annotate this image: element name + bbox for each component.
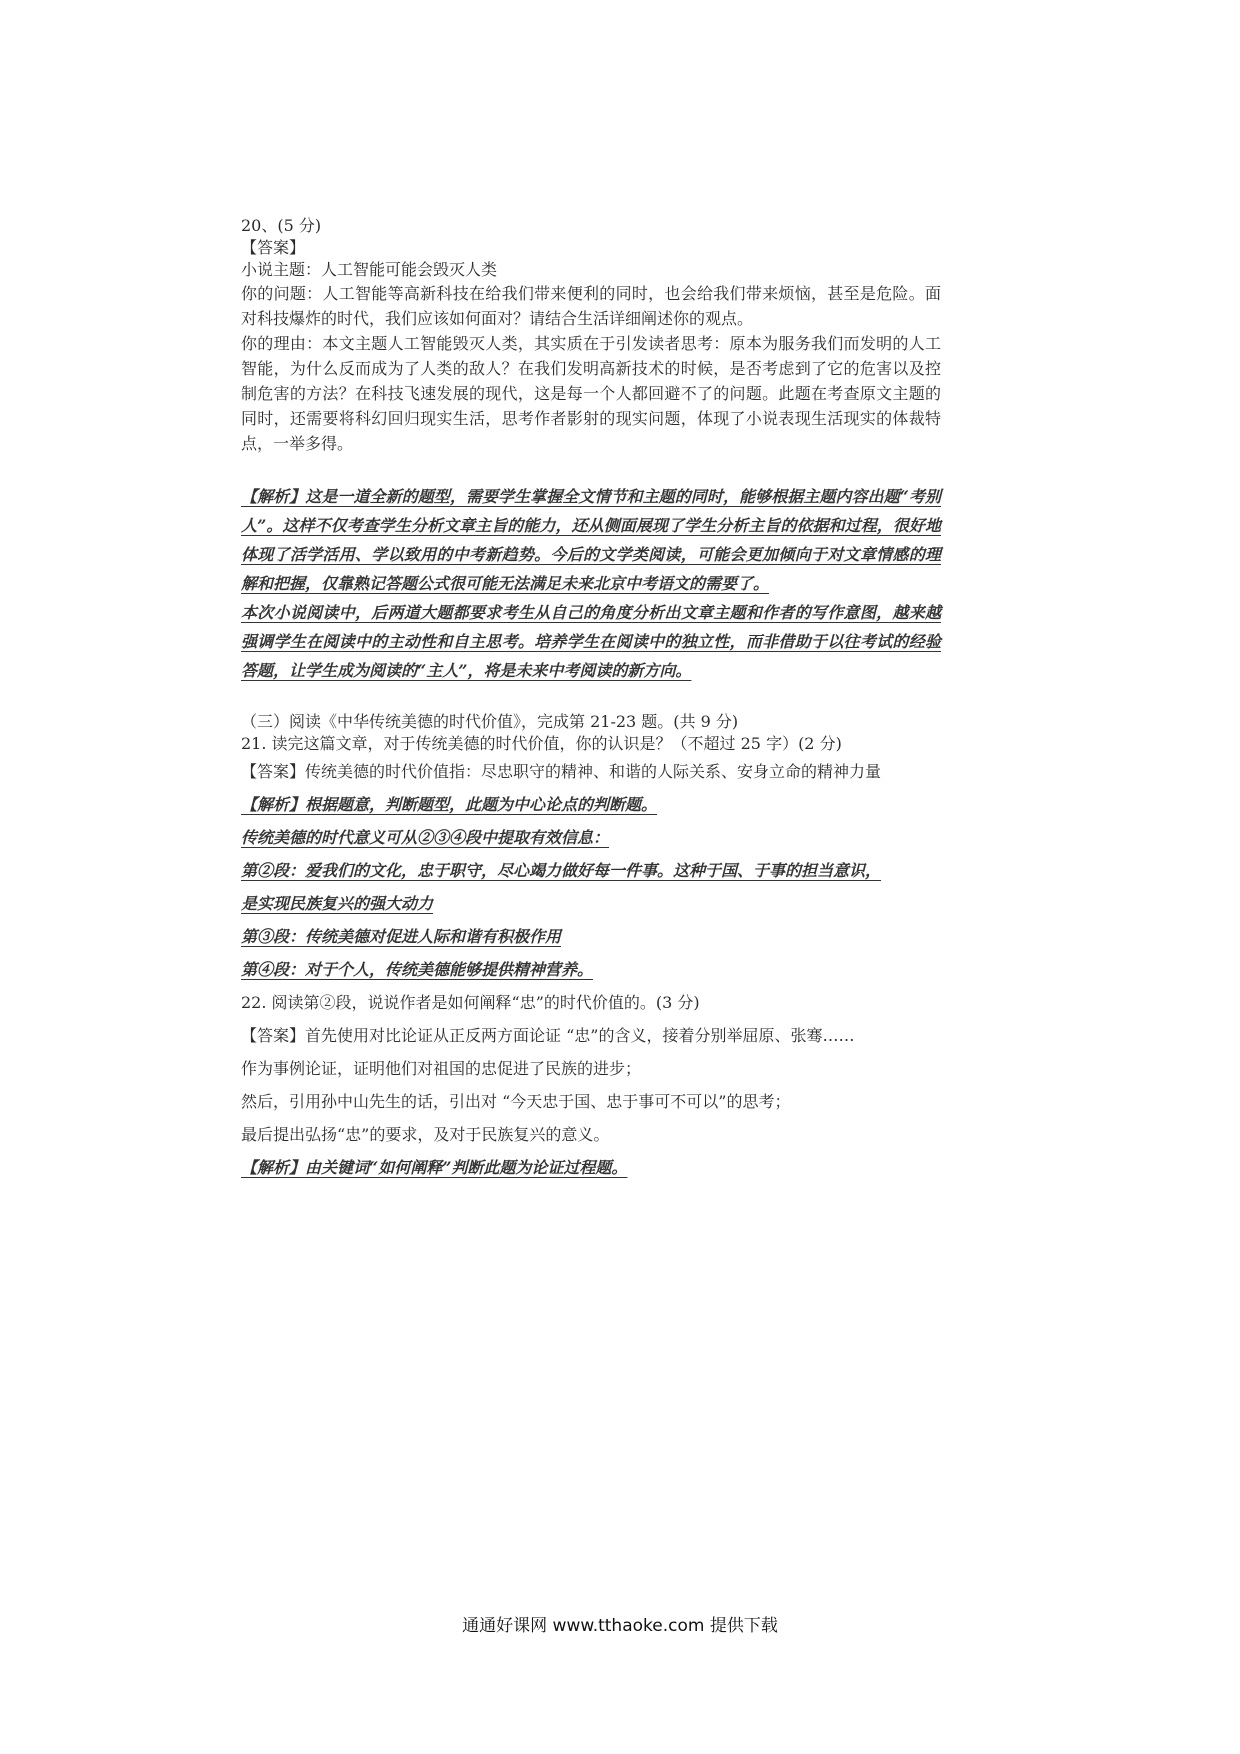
q22-answer-1 <box>241 1019 941 1052</box>
q20-reason: 你的理由：本文主题人工智能毁灭人类，其实质在于引发读者思考：原本为服务我们而发明的人工智能，为什么反而成为了人类的敌人？在我们发明高新技术的时候，是否考虑到了它的危害以及控制危害的方法？在科技飞速发展的现代，这是每一个人都回避不了的问题。此题在考查原文主题的同时，还需要将科幻回归现实生活，思考作者影射的现实问题，体现了小说表现生活现实的体裁特点，一举多得。 <box>241 334 941 453</box>
q21-line-4-text: 第④段：对于个人，传统美德能够提供精神营养。 <box>241 960 594 979</box>
q22-answer-2: 作为事例论证，证明他们对祖国的忠促进了民族的进步； <box>241 1059 642 1078</box>
q21-analysis-tag: 【解析】 <box>241 795 306 814</box>
q21-answer-text: 传统美德的时代价值指：尽忠职守的精神、和谐的人际关系、安身立命的精神力量 <box>305 762 882 781</box>
q22-answer-tag: 【答案】 <box>241 1026 306 1045</box>
q22-analysis-text: 由关键词“如何阐释”判断此题为论证过程题。 <box>305 1158 628 1177</box>
q22-answer-1-text: 首先使用对比论证从正反两方面论证 “忠”的含义，接着分别举屈原、张骞…… <box>305 1026 855 1045</box>
scanned-page-content <box>241 215 941 1184</box>
q20-analysis-1: 【解析】这是一道全新的题型，需要学生掌握全文情节和主题的同时，能够根据主题内容出题“考别人”。这样不仅考查学生分析文章主旨的能力，还从侧面展现了学生分析主旨的依据和过程，很好地体现了活学活用、学以致用的中考新趋势。今后的文学类阅读，可能会更加倾向于对文章情感的理解和把握，仅靠熟记答题公式很可能无法满足未来北京中考语文的需要了。 <box>241 487 941 593</box>
q21-line-2a-text: 第②段：爱我们的文化，忠于职守，尽心竭力做好每一件事。这种于国、于事的担当意识， <box>241 861 882 880</box>
q21-answer-tag: 【答案】 <box>241 762 306 781</box>
q21-analysis-text: 根据题意，判断题型，此题为中心论点的判断题。 <box>305 795 658 814</box>
q22-analysis <box>241 1151 941 1184</box>
q22-analysis-tag: 【解析】 <box>241 1158 306 1177</box>
spacer <box>241 685 941 711</box>
spacer <box>241 456 941 482</box>
q22-question: 22. 阅读第②段，说说作者是如何阐释“忠”的时代价值的。(3 分) <box>241 993 700 1012</box>
q21-analysis <box>241 788 941 821</box>
q21-analysis-line-4 <box>241 953 941 986</box>
q21-question: 21. 读完这篇文章，对于传统美德的时代价值，你的认识是？（不超过 25 字）(2 分) <box>241 734 842 753</box>
q21-line-1-text: 传统美德的时代意义可从②③④段中提取有效信息： <box>241 828 610 847</box>
q21-line-3-text: 第③段：传统美德对促进人际和谐有积极作用 <box>241 927 562 946</box>
q21-analysis-line-1 <box>241 821 941 854</box>
q22-answer-3: 然后，引用孙中山先生的话，引出对 “今天忠于国、忠于事可不可以”的思考； <box>241 1092 791 1111</box>
download-source-footer: 通通好课网 www.tthaoke.com 提供下载 <box>462 1616 778 1636</box>
q21-line-2b-text: 是实现民族复兴的强大动力 <box>241 894 434 913</box>
q21-analysis-line-3 <box>241 920 941 953</box>
q20-answer-tag: 【答案】 <box>241 238 306 257</box>
q20-heading: 20、(5 分) <box>241 216 322 235</box>
q20-theme: 小说主题：人工智能可能会毁灭人类 <box>241 260 498 279</box>
q22-answer-4: 最后提出弘扬“忠”的要求，及对于民族复兴的意义。 <box>241 1125 610 1144</box>
section-3-heading: （三）阅读《中华传统美德的时代价值》，完成第 21-23 题。(共 9 分) <box>241 712 739 731</box>
q20-analysis-2: 本次小说阅读中，后两道大题都要求考生从自己的角度分析出文章主题和作者的写作意图，越来越强调学生在阅读中的主动性和自主思考。培养学生在阅读中的独立性，而非借助于以往考试的经验答题，让学生成为阅读的“主人”，将是未来中考阅读的新方向。 <box>241 603 941 680</box>
q21-analysis-line-2b <box>241 887 941 920</box>
q20-question: 你的问题：人工智能等高新科技在给我们带来便利的同时，也会给我们带来烦恼，甚至是危险。面对科技爆炸的时代，我们应该如何面对？请结合生活详细阐述你的观点。 <box>241 284 941 328</box>
q21-analysis-line-2a <box>241 854 941 887</box>
q21-answer <box>241 755 941 788</box>
